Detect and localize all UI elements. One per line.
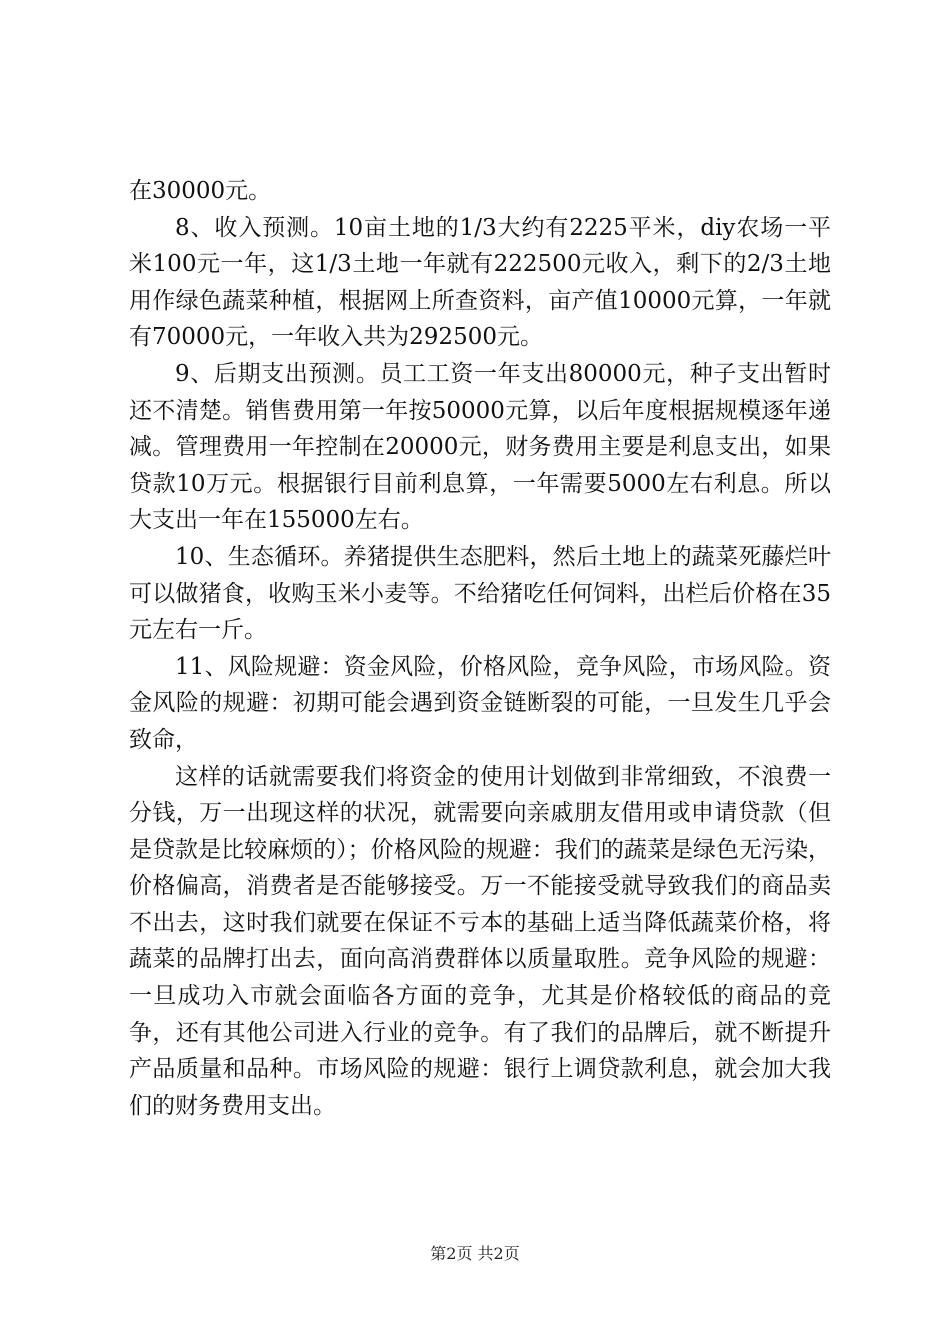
paragraph-eco-cycle: 10、生态循环。养猪提供生态肥料，然后土地上的蔬菜死藤烂叶可以做猪食，收购玉米小麦等。不给猪吃任何饲料，出栏后价格在35元左右一斤。 (129, 543, 831, 644)
paragraph-expense-forecast: 9、后期支出预测。员工工资一年支出80000元，种子支出暂时还不清楚。销售费用第一年按50000元算，以后年度根据规模逐年递减。管理费用一年控制在20000元，财务费用主要是利息支出，如果贷款10万元。根据银行目前利息算，一年需要5000左右利息。所以大支出一年在155000左右。 (129, 360, 831, 534)
page-footer: 第2页 共2页 (430, 1244, 520, 1263)
paragraph-income-forecast: 8、收入预测。10亩土地的1/3大约有2225平米，diy农场一平米100元一年，这1/3土地一年就有222500元收入，剩下的2/3土地用作绿色蔬菜种植，根据网上所查资料，亩产值10000元算，一年就有70000元，一年收入共为292500元。 (129, 214, 831, 351)
paragraph-continuation: 在30000元。 (129, 178, 272, 204)
paragraph-risk-avoidance: 11、风险规避：资金风险，价格风险，竞争风险，市场风险。资金风险的规避：初期可能会遇到资金链断裂的可能，一旦发生几乎会致命， (129, 653, 831, 753)
document-body (129, 173, 831, 1124)
paragraph-risk-details: 这样的话就需要我们将资金的使用计划做到非常细致，不浪费一分钱，万一出现这样的状况，就需要向亲戚朋友借用或申请贷款（但是贷款是比较麻烦的）；价格风险的规避：我们的蔬菜是绿色无污染，价格偏高，消费者是否能够接受。万一不能接受就导致我们的商品卖不出去，这时我们就要在保证不亏本的基础上适当降低蔬菜价格，将蔬菜的品牌打出去，面向高消费群体以质量取胜。竞争风险的规避：一旦成功入市就会面临各方面的竞争，尤其是价格较低的商品的竞争，还有其他公司进入行业的竞争。有了我们的品牌后，就不断提升产品质量和品种。市场风险的规避：银行上调贷款利息，就会加大我们的财务费用支出。 (129, 763, 831, 1119)
